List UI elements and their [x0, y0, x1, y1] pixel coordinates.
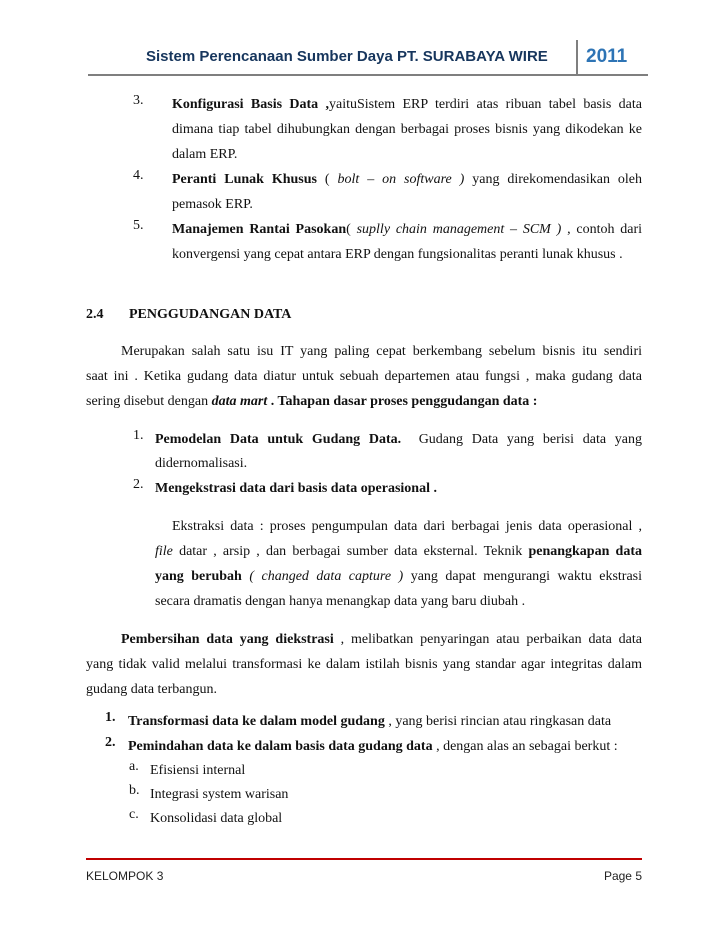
paragraph-line: saat ini . Ketika gudang data diatur untuk sebuah departemen atau fungsi , maka gudang data	[86, 369, 642, 384]
list-number: 4.	[133, 168, 144, 183]
paragraph-line: Merupakan salah satu isu IT yang paling cepat berkembang sebelum bisnis itu sendiri	[121, 344, 642, 359]
header-divider	[576, 40, 578, 74]
footer-rule	[86, 858, 642, 860]
paragraph-line: Pembersihan data yang diekstrasi , melibatkan penyaringan atau perbaikan data data	[121, 632, 642, 647]
sub-item-letter: b.	[129, 783, 140, 798]
list-item-line: konvergensi yang cepat antara ERP dengan fungsionalitas peranti lunak khusus .	[172, 247, 623, 262]
list-number: 5.	[133, 218, 144, 233]
list-item-line: Manajemen Rantai Pasokan( suplly chain management – SCM ) , contoh dari	[172, 222, 643, 237]
paragraph-line: Ekstraksi data : proses pengumpulan data dari berbagai jenis data operasional ,	[172, 519, 642, 534]
sub-item-text: Efisiensi internal	[150, 763, 246, 778]
sub-item-letter: c.	[129, 807, 139, 822]
sub-item-letter: a.	[129, 759, 139, 774]
section-title: PENGGUDANGAN DATA	[129, 307, 292, 322]
list-number: 1.	[105, 710, 116, 725]
paragraph-line: file datar , arsip , dan berbagai sumber data eksternal. Teknik penangkapan data	[155, 544, 642, 559]
list-number: 2.	[105, 735, 116, 750]
header-year: 2011	[586, 46, 628, 67]
paragraph-line: sering disebut dengan data mart . Tahapan dasar proses penggudangan data :	[86, 394, 538, 409]
list-item-line: Mengekstrasi data dari basis data operasional .	[155, 481, 437, 496]
footer-page-number: Page 5	[603, 869, 642, 883]
paragraph-line: gudang data terbangun.	[86, 682, 218, 697]
list-item-line: Pemodelan Data untuk Gudang Data. Gudang Data yang berisi data yang	[155, 432, 643, 447]
header-title: Sistem Perencanaan Sumber Daya PT. SURABAYA WIRE	[146, 48, 548, 65]
list-number: 2.	[133, 477, 144, 492]
footer-group-label: KELOMPOK 3	[86, 869, 164, 883]
list-item-line: Pemindahan data ke dalam basis data gudang data , dengan alas an sebagai berkut :	[128, 739, 618, 754]
header-rule	[88, 74, 648, 76]
sub-item-text: Konsolidasi data global	[150, 811, 283, 826]
paragraph-line: yang berubah ( changed data capture ) yang dapat mengurangi waktu ekstrasi	[155, 569, 643, 584]
sub-item-text: Integrasi system warisan	[150, 787, 289, 802]
list-item-line: Konfigurasi Basis Data ,yaituSistem ERP terdiri atas ribuan tabel basis data	[172, 97, 642, 112]
list-item-line: dalam ERP.	[172, 147, 238, 162]
list-item-line: dimana tiap tabel dihubungkan dengan berbagai proses bisnis yang dikodekan ke	[172, 122, 642, 137]
page-header	[0, 40, 728, 76]
list-item-line: Transformasi data ke dalam model gudang , yang berisi rincian atau ringkasan data	[128, 714, 612, 729]
paragraph-line: secara dramatis dengan hanya menangkap data yang baru diubah .	[155, 594, 526, 609]
list-item-line: pemasok ERP.	[172, 197, 253, 212]
list-item-line: Peranti Lunak Khusus ( bolt – on software ) yang direkomendasikan oleh	[172, 172, 643, 187]
paragraph-line: yang tidak valid melalui transformasi ke dalam istilah bisnis yang standar agar integritas dalam	[86, 657, 642, 672]
list-number: 1.	[133, 428, 144, 443]
list-number: 3.	[133, 93, 144, 108]
list-item-line: didernomalisasi.	[155, 456, 248, 471]
section-number: 2.4	[86, 307, 104, 322]
